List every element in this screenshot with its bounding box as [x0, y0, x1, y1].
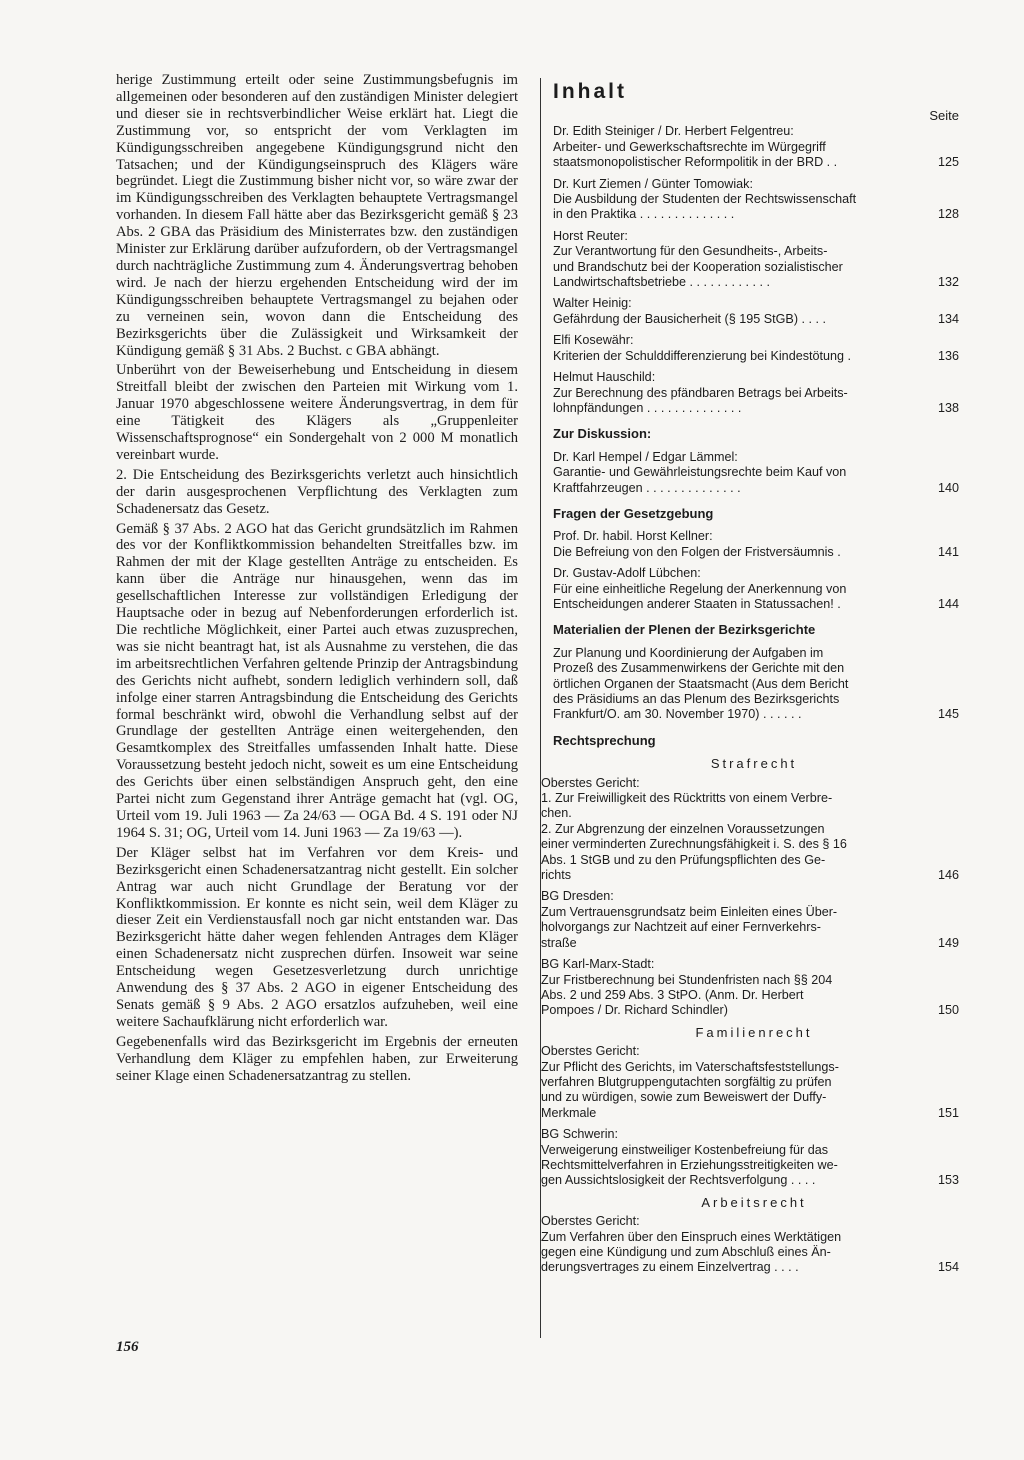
- toc-entry-title-line: 2. Zur Abgrenzung der einzelnen Voraussetzungen: [541, 821, 825, 836]
- toc-entry-title-line: verfahren Blutgruppengutachten sorgfältig zu prüfen: [541, 1074, 832, 1089]
- toc-entry-author: Walter Heinig:: [553, 296, 632, 311]
- toc-entry[interactable]: [553, 333, 959, 364]
- toc-entry-title-line: staatsmonopolistischer Reformpolitik in der BRD . .: [553, 155, 838, 170]
- toc-group-diskussion: [549, 450, 959, 496]
- toc-entry-title-line: Abs. 1 StGB und zu den Prüfungspflichten des Ge-: [541, 852, 826, 867]
- toc-entry-title-line: Abs. 2 und 259 Abs. 3 StPO. (Anm. Dr. Herbert: [541, 987, 804, 1002]
- toc-entry-title-line: Garantie- und Gewährleistungsrechte beim Kauf von: [553, 465, 847, 480]
- toc-entry-title-line: richts: [541, 868, 572, 883]
- toc-entry-author: Elfi Kosewähr:: [553, 333, 634, 348]
- subsection-familienrecht: Familienrecht: [695, 1024, 813, 1040]
- toc-entry-title-line: Zur Planung und Koordinierung der Aufgaben im: [553, 645, 824, 660]
- toc-group-familienrecht: [541, 1044, 959, 1189]
- toc-entry-title-line: des Präsidiums an das Plenum des Bezirksgerichts: [553, 692, 840, 706]
- toc-entry-title-line: Zur Berechnung des pfändbaren Betrags bei Arbeits-: [553, 385, 848, 400]
- toc-entry-page: 132: [937, 275, 959, 290]
- toc-entry-title-line: Kriterien der Schulddifferenzierung bei Kindestötung .: [553, 348, 852, 363]
- toc-entry-title-line: Zur Fristberechnung bei Stundenfristen nach §§ 204: [541, 972, 833, 987]
- toc-entry-page: 153: [937, 1173, 959, 1188]
- toc-entry-page: 134: [937, 311, 959, 326]
- toc-entry-author: Dr. Edith Steiniger / Dr. Herbert Felgentreu:: [553, 124, 794, 139]
- toc-group-materialien: [549, 646, 959, 723]
- toc-entry[interactable]: [541, 1127, 959, 1189]
- toc-entry[interactable]: [553, 566, 959, 612]
- toc-entry[interactable]: [541, 889, 959, 951]
- toc-group-gesetzgebung: [549, 529, 959, 612]
- toc-entry-title-line: Verweigerung einstweiliger Kostenbefreiung für das: [541, 1142, 829, 1157]
- toc-entry-title-line: Zum Verfahren über den Einspruch eines Werktätigen: [541, 1229, 842, 1244]
- toc-entry-author: Dr. Gustav-Adolf Lübchen:: [553, 566, 701, 581]
- table-of-contents: [541, 78, 959, 1282]
- toc-entry[interactable]: [553, 177, 959, 223]
- toc-entry[interactable]: [553, 370, 959, 416]
- toc-group-main: [549, 124, 959, 416]
- toc-entry-author: BG Dresden:: [541, 889, 614, 904]
- toc-entry[interactable]: [553, 646, 959, 723]
- toc-entry-title-line: lohnpfändungen . . . . . . . . . . . . . .: [553, 400, 742, 415]
- section-diskussion: Zur Diskussion:: [553, 426, 652, 442]
- toc-entry-title-line: Pompoes / Dr. Richard Schindler): [541, 1003, 728, 1018]
- toc-entry-title-line: Rechtsmittelverfahren in Erziehungsstreitigkeiten we-: [541, 1157, 838, 1172]
- toc-entry-title-line: einer verminderten Zurechnungsfähigkeit i. S. des § 16: [541, 837, 847, 852]
- toc-entry-title-line: Landwirtschaftsbetriebe . . . . . . . . . . . .: [553, 275, 770, 290]
- toc-entry-page: 149: [937, 935, 959, 950]
- toc-entry[interactable]: [553, 296, 959, 327]
- toc-entry[interactable]: [553, 229, 959, 291]
- toc-entry[interactable]: [541, 1044, 959, 1121]
- toc-entry-author: BG Schwerin:: [541, 1127, 618, 1142]
- toc-entry-author: Oberstes Gericht:: [541, 1214, 640, 1229]
- toc-entry-title-line: 1. Zur Freiwilligkeit des Rücktritts von einem Verbre-: [541, 791, 833, 806]
- toc-entry-page: 141: [937, 544, 959, 559]
- toc-entry-title-line: Gefährdung der Bausicherheit (§ 195 StGB) . . . .: [553, 311, 827, 326]
- toc-entry-author: Helmut Hauschild:: [553, 370, 656, 385]
- toc-entry-title-line: in den Praktika . . . . . . . . . . . . . .: [553, 207, 735, 222]
- article-paragraph: Unberührt von der Beweiserhebung und Entscheidung in diesem Streitfall bleibt der zwischen den Parteien mit Wirkung vom 1. Januar 1970 abgeschlossene weitere Änderungsvertrag, in dem für eine Tätigkeit des Klägers als „Gruppenleiter Wissenschaftsprognose“ ein Sondergehalt von 2 000 M monatlich vereinbart wurde.: [116, 362, 518, 463]
- toc-entry-title-line: Die Befreiung von den Folgen der Fristversäumnis .: [553, 544, 841, 559]
- toc-entry-title-line: und zu würdigen, sowie zum Beweiswert der Duffy-: [541, 1090, 827, 1105]
- subsection-strafrecht: Strafrecht: [710, 756, 798, 772]
- toc-entry-page: 140: [937, 480, 959, 495]
- toc-entry-title-line: Für eine einheitliche Regelung der Anerkennung von: [553, 581, 847, 596]
- article-body: [116, 72, 518, 1084]
- toc-entry-title-line: Arbeiter- und Gewerkschaftsrechte im Würgegriff: [553, 139, 826, 154]
- toc-entry-page: 150: [937, 1003, 959, 1018]
- toc-entry-page: 151: [937, 1105, 959, 1120]
- toc-entry-page: 144: [937, 596, 959, 611]
- article-paragraph: Der Kläger selbst hat im Verfahren vor dem Kreis- und Bezirksgericht einen Schadenersatzantrag nicht gestellt. Ein solcher Antrag war auch nicht Grundlage der Beratung vor der Konfliktkommission. Er konnte es nicht sein, weil dem Kläger zu dieser Zeit ein Verdienstausfall noch gar nicht entstanden war. Das Bezirksgericht hätte daher wegen fehlenden Antrages dem Kläger einen Schadenersatz nicht zusprechen dürfen. Insoweit war seine Entscheidung wegen Gesetzesverletzung durch unrichtige Anwendung des § 37 Abs. 2 AGO in eigener Entscheidung des Senats gemäß § 9 Abs. 2 AGO ersatzlos aufzuheben, weil eine weitere Sachaufklärung nicht erforderlich war.: [116, 844, 518, 1030]
- article-paragraph: Gegebenenfalls wird das Bezirksgericht im Ergebnis der erneuten Verhandlung dem Kläger zu empfehlen haben, zur Erweiterung seiner Klage einen Schadenersatzantrag zu stellen.: [116, 1033, 518, 1084]
- toc-entry-title-line: gegen eine Kündigung und zum Abschluß eines Än-: [541, 1245, 831, 1259]
- page-number: 156: [116, 1339, 139, 1355]
- toc-entry-page: 146: [937, 868, 959, 883]
- toc-entry[interactable]: [553, 529, 959, 560]
- toc-entry-page: 128: [937, 207, 959, 222]
- toc-entry-title-line: straße: [541, 935, 577, 950]
- toc-entry-page: 136: [937, 348, 959, 363]
- toc-entry[interactable]: [541, 776, 959, 884]
- toc-entry-title-line: örtlichen Organen der Staatsmacht (Aus dem Bericht: [553, 676, 849, 691]
- toc-entry-title-line: Merkmale: [541, 1105, 597, 1120]
- toc-entry-page: 154: [937, 1260, 959, 1275]
- toc-group-arbeitsrecht: [541, 1214, 959, 1276]
- toc-entry[interactable]: [541, 1214, 959, 1276]
- toc-entry[interactable]: [553, 450, 959, 496]
- article-paragraph: 2. Die Entscheidung des Bezirksgerichts verletzt auch hinsichtlich der darin ausgesprochenen Verpflichtung des Verklagten zum Schadenersatz das Gesetz.: [116, 466, 518, 517]
- toc-entry-author: Dr. Kurt Ziemen / Günter Tomowiak:: [553, 176, 753, 191]
- toc-entry-title-line: gen Aussichtslosigkeit der Rechtsverfolgung . . . .: [541, 1173, 816, 1188]
- toc-entry-author: Oberstes Gericht:: [541, 775, 640, 790]
- section-materialien: Materialien der Plenen der Bezirksgerichte: [553, 622, 816, 638]
- toc-entry-title-line: chen.: [541, 806, 572, 821]
- toc-entry-author: Oberstes Gericht:: [541, 1044, 640, 1059]
- toc-entry-author: Horst Reuter:: [553, 228, 628, 243]
- toc-entry-page: 125: [937, 155, 959, 170]
- section-rechtsprechung: Rechtsprechung: [553, 732, 656, 748]
- toc-entry-author: Prof. Dr. habil. Horst Kellner:: [553, 529, 713, 544]
- toc-title: Inhalt: [553, 80, 627, 103]
- seite-label: Seite: [929, 108, 959, 123]
- subsection-arbeitsrecht: Arbeitsrecht: [701, 1194, 807, 1210]
- toc-entry-title-line: derungsvertrages zu einem Einzelvertrag . . . .: [541, 1260, 799, 1275]
- toc-entry-title-line: Zur Verantwortung für den Gesundheits-, Arbeits-: [553, 244, 828, 259]
- article-paragraph: Gemäß § 37 Abs. 2 AGO hat das Gericht grundsätzlich im Rahmen des vor der Konfliktkommission behandelten Streitfalles bzw. im Rahmen der mit der Klage gestellten Anträge zu entscheiden. Es kann über die Anträge nur hinausgehen, wenn das im gesellschaftlichen Interesse zur vollständigen Erledigung der Hauptsache oder in bezug auf Nebenforderungen erforderlich ist. Die rechtliche Möglichkeit, einer Partei auch etwas zuzusprechen, was sie nicht beantragt hat, ist als Ausnahme zu verstehen, die das im arbeitsrechtlichen Verfahren geltende Prinzip der Antragsbindung des Gerichts nicht aufhebt, sondern lediglich verhindern soll, daß infolge einer starren Antragsbindung die Entscheidung des Gerichts formal beschränkt wird, obwohl die Verhandlung selbst auf der Grundlage der gestellten Anträge einen weitergehenden, den Gesamtkomplex des Streitfalles umfassenden Inhalt hatte. Diese Voraussetzung besteht jedoch nicht, soweit es um eine Entscheidung des Gerichts über einen selbständigen Anspruch geht, den eine Partei nicht zum Gegenstand ihrer Anträge gemacht hat (vgl. OG, Urteil vom 19. Juli 1963 — Za 24/63 — OGA Bd. 4 S. 191 oder NJ 1964 S. 31; OG, Urteil vom 14. Juni 1963 — Za 19/63 —).: [116, 520, 518, 841]
- toc-entry-title-line: und Brandschutz bei der Kooperation sozialistischer: [553, 259, 843, 274]
- toc-entry-title-line: Frankfurt/O. am 30. November 1970) . . . . . .: [553, 707, 802, 722]
- toc-entry-title-line: holvorgangs zur Nachtzeit auf einer Fernverkehrs-: [541, 920, 821, 935]
- section-gesetzgebung: Fragen der Gesetzgebung: [553, 505, 714, 521]
- article-paragraph: herige Zustimmung erteilt oder seine Zustimmungsbefugnis im allgemeinen oder besonderen auf den zuständigen Minister delegiert und dieser sie in rechtsverbindlicher Weise erklärt hat. Liegt die Zustimmung vor, so entspricht der vom Verklagten im Kündigungsschreiben angegebene Kündigungsgrund nicht den Tatsachen; und der Kündigungseinspruch des Klägers wäre begründet. Liegt die Zustimmung bisher nicht vor, so wäre zwar der im Kündigungsschreiben des Verklagten behauptete Vertragsmangel vorhanden. In diesem Fall hätte aber das Bezirksgericht gemäß § 23 Abs. 2 GBA das Präsidium des Ministerrates bzw. den zuständigen Minister zur Erklärung darüber aufzufordern, ob der Vertragsmangel durch nachträgliche Zustimmung zum 4. Änderungsvertrag behoben wird. Je nach der hierzu ergehenden Entscheidung wird der im Kündigungsschreiben behauptete Vertragsmangel zu bejahen oder zu verneinen sein, wovon dann die Entscheidung des Bezirksgerichts über die Zulässigkeit und Wirksamkeit der Kündigung gemäß § 31 Abs. 2 Buchst. c GBA abhängt.: [116, 72, 518, 359]
- toc-group-strafrecht: [541, 775, 959, 1019]
- toc-entry-page: 145: [937, 707, 959, 722]
- toc-entry-author: BG Karl-Marx-Stadt:: [541, 957, 655, 972]
- toc-entry-author: Dr. Karl Hempel / Edgar Lämmel:: [553, 449, 738, 464]
- toc-entry-title-line: Kraftfahrzeugen . . . . . . . . . . . . . .: [553, 480, 741, 495]
- toc-entry-title-line: Zur Pflicht des Gerichts, im Vaterschaftsfeststellungs-: [541, 1059, 839, 1074]
- toc-entry-title-line: Prozeß des Zusammenwirkens der Gerichte mit den: [553, 661, 845, 676]
- toc-entry[interactable]: [553, 124, 959, 170]
- toc-entry-page: 138: [937, 400, 959, 415]
- toc-entry-title-line: Zum Vertrauensgrundsatz beim Einleiten eines Über-: [541, 904, 838, 919]
- toc-entry-title-line: Die Ausbildung der Studenten der Rechtswissenschaft: [553, 192, 857, 207]
- toc-entry[interactable]: [541, 957, 959, 1019]
- toc-entry-title-line: Entscheidungen anderer Staaten in Statussachen! .: [553, 596, 841, 611]
